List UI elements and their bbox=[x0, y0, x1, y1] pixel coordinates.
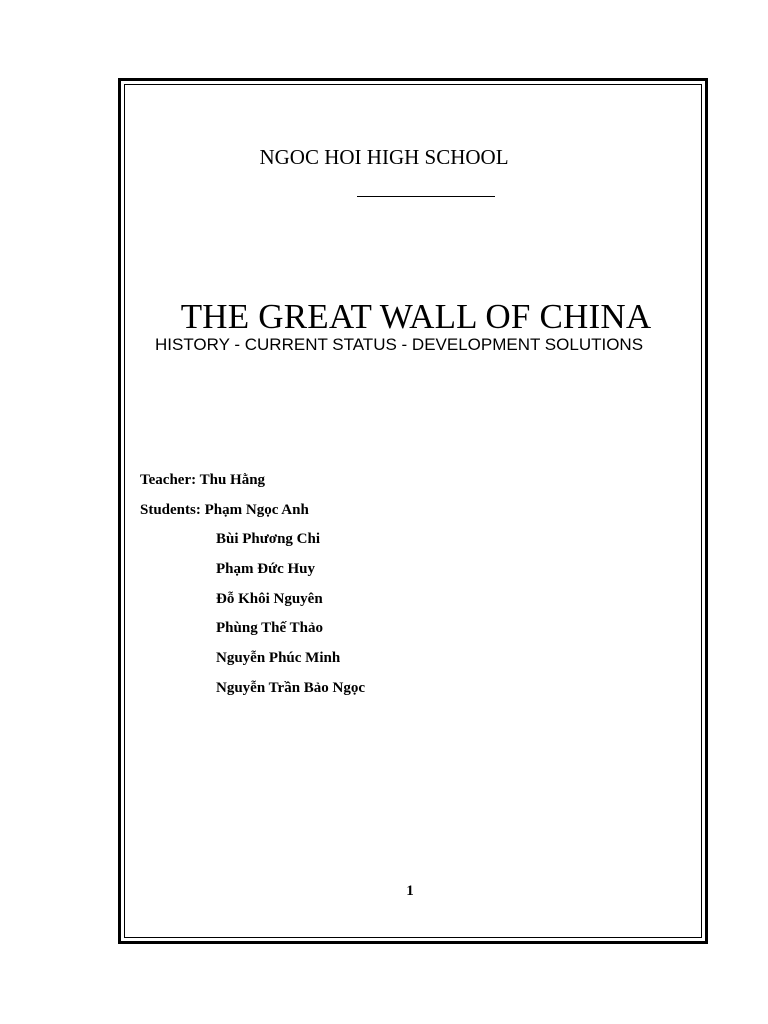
page-number: 1 bbox=[406, 883, 414, 899]
document-subtitle: HISTORY - CURRENT STATUS - DEVELOPMENT SOLUTIONS bbox=[155, 335, 644, 354]
student-name: Phạm Đức Huy bbox=[216, 561, 316, 578]
student-name: Đỗ Khôi Nguyên bbox=[216, 590, 323, 607]
school-name: NGOC HOI HIGH SCHOOL bbox=[259, 145, 509, 169]
students-line bbox=[140, 500, 365, 530]
students-label: Students: bbox=[140, 501, 201, 518]
school-underline bbox=[357, 196, 495, 197]
document-title: THE GREAT WALL OF CHINA bbox=[180, 297, 652, 336]
teacher-line bbox=[140, 470, 365, 500]
teacher-name: Thu Hằng bbox=[199, 472, 266, 488]
student-name: Nguyễn Phúc Minh bbox=[216, 650, 341, 667]
student-name: Nguyễn Trần Bảo Ngọc bbox=[216, 679, 366, 696]
student-name: Bùi Phương Chi bbox=[216, 531, 321, 548]
student-name: Phạm Ngọc Anh bbox=[204, 501, 309, 518]
student-name: Phùng Thế Thảo bbox=[216, 620, 323, 637]
credits-block bbox=[140, 470, 365, 708]
teacher-label: Teacher: bbox=[140, 472, 197, 488]
